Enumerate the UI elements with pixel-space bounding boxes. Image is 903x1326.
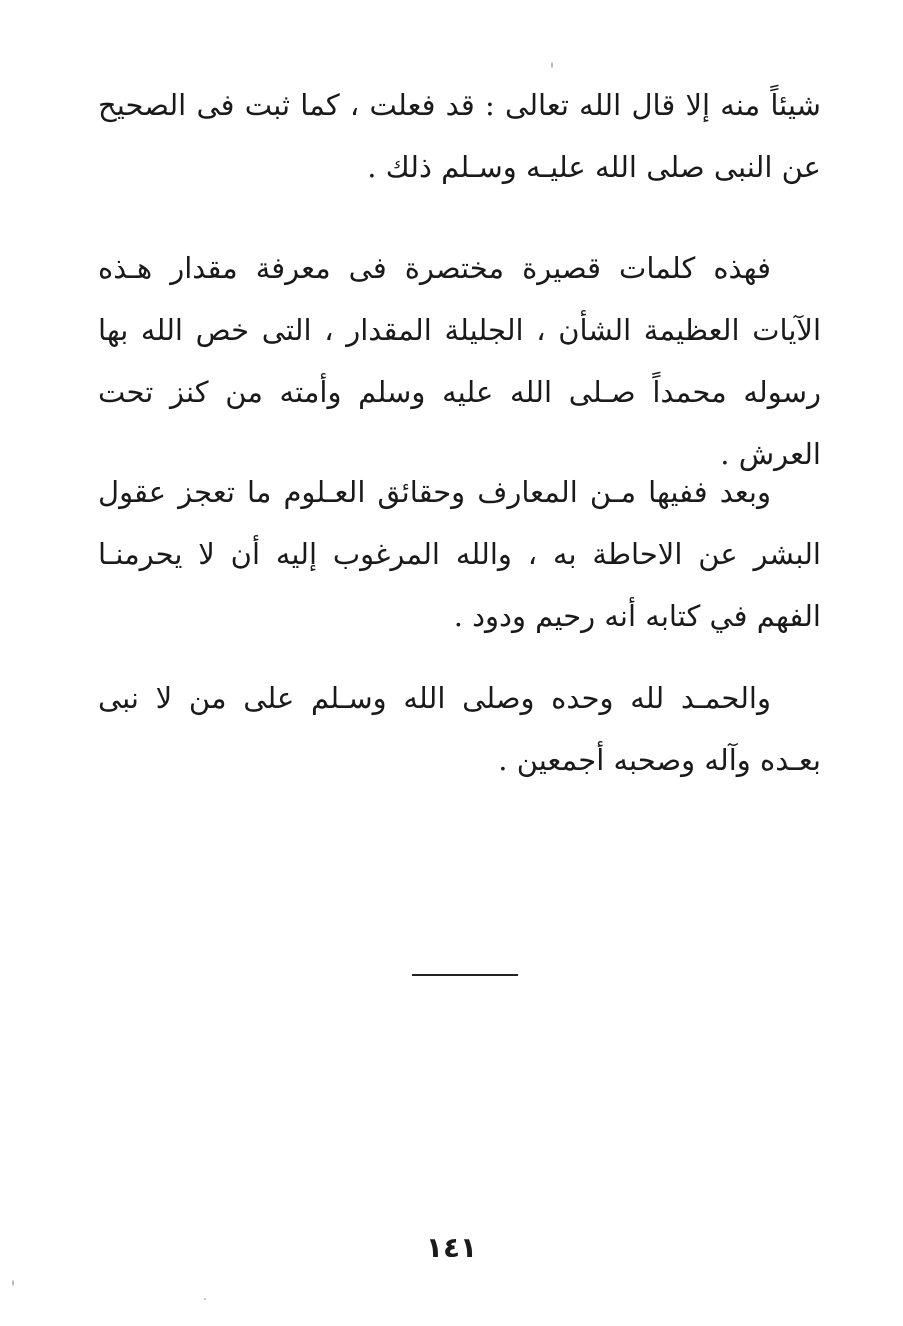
scan-speck <box>204 1298 206 1300</box>
paragraph-final-praise: والحمـد لله وحده وصلى الله وسـلم على من لا نبى بعـده وآله وصحبه أجمعين . <box>98 681 821 777</box>
paragraph-summary: فهذه كلمات قصيرة مختصرة فى معرفة مقدار هـذه الآيات العظيمة الشأن ، الجليلة المقدار ، التى خص الله بها رسوله محمداً صـلى الله عليه وسلم وأمته من كنز تحت العرش . <box>98 251 821 471</box>
paragraph-continuation: شيئاً منه إلا قال الله تعالى : قد فعلت ، كما ثبت فى الصحيح عن النبى صلى الله عليـه وسـلم ذلك . <box>98 88 821 184</box>
page-number: ١٤١ <box>425 1231 478 1264</box>
section-end-rule <box>412 974 518 976</box>
scan-speck <box>551 62 553 68</box>
paragraph-closing-prayer: وبعد ففيها مـن المعارف وحقائق العـلوم ما تعجز عقول البشر عن الاحاطة به ، والله المرغوب إليه أن لا يحرمنـا الفهم في كتابه أنه رحيم ودود . <box>98 475 821 633</box>
scan-speck <box>12 1280 14 1286</box>
